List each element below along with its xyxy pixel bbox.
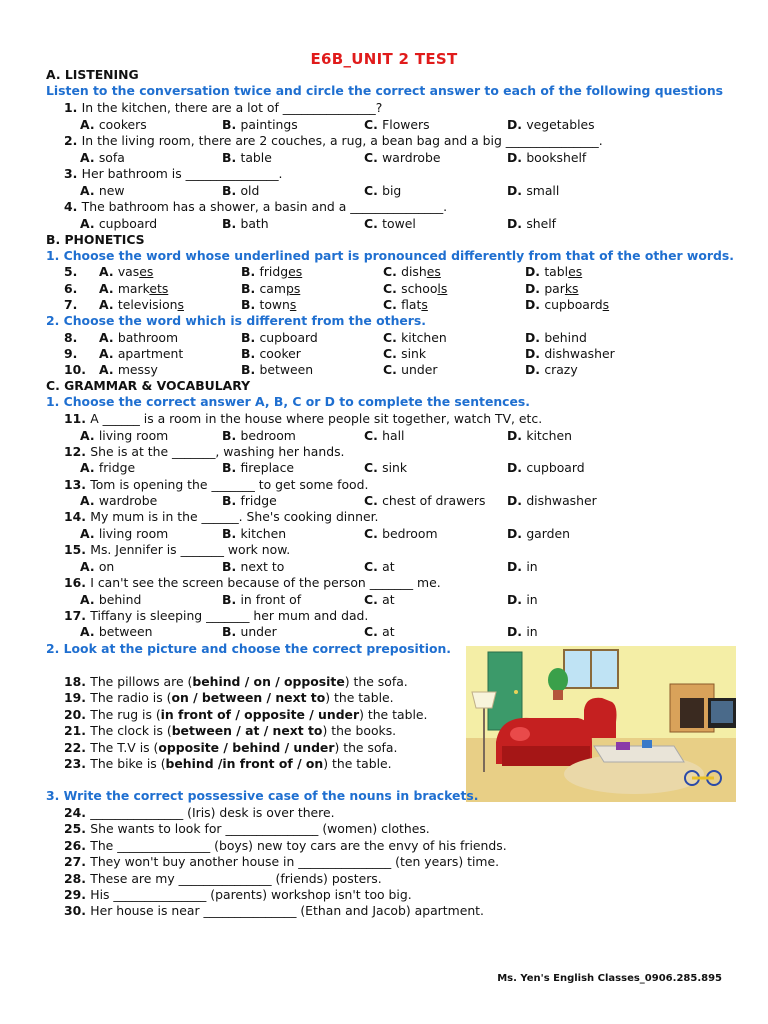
option-letter: B.: [222, 149, 241, 165]
question-number: 10.: [64, 362, 86, 377]
option-letter: D.: [525, 362, 545, 377]
section-heading-phonetics: B. PHONETICS: [46, 232, 145, 247]
grammar-q17-option-1[interactable]: B. under: [222, 624, 277, 640]
phonetics-q8-option-0[interactable]: A. bathroom: [99, 330, 179, 345]
phonetics-q7-option-2[interactable]: C. flats: [383, 297, 428, 312]
option-letter: B.: [222, 116, 241, 132]
question-number: 26.: [64, 837, 91, 853]
phonetics-q6-option-1[interactable]: B. camps: [241, 280, 301, 296]
grammar-q15-option-1[interactable]: B. next to: [222, 558, 285, 574]
option-letter: B.: [222, 215, 241, 231]
phonetics-q10-option-2[interactable]: C. under: [383, 362, 438, 377]
possessive-question-30: 30. Her house is near _______________ (Ethan and Jacob) apartment.: [64, 903, 484, 919]
grammar-instruction-1: 1. Choose the correct answer A, B, C or D to complete the sentences.: [46, 394, 530, 409]
option-letter: C.: [364, 591, 383, 607]
question-number: 3.: [64, 166, 82, 181]
option-letter: C.: [364, 525, 383, 541]
preposition-question-18: 18. The pillows are (behind / on / opposite) the sofa.: [64, 674, 408, 689]
phonetics-q6-option-2[interactable]: C. schools: [383, 280, 448, 296]
listening-q1-option-3[interactable]: D. vegetables: [507, 116, 595, 132]
question-number: 1.: [64, 100, 82, 115]
option-letter: B.: [222, 182, 241, 198]
phonetics-q10-option-0[interactable]: A. messy: [99, 362, 158, 377]
option-letter: A.: [80, 558, 99, 574]
listening-instruction: Listen to the conversation twice and circle the correct answer to each of the following questions: [46, 83, 724, 98]
preposition-choices[interactable]: in front of / opposite / under: [160, 706, 360, 722]
possessive-question-26: 26. The _______________ (boys) new toy cars are the envy of his friends.: [64, 837, 507, 853]
grammar-question-12: 12. She is at the _______, washing her hands.: [64, 443, 345, 459]
preposition-choices[interactable]: between / at / next to: [171, 723, 323, 739]
possessive-question-27: 27. They won't buy another house in _______________ (ten years) time.: [64, 854, 500, 870]
question-number: 6.: [64, 280, 78, 296]
option-letter: A.: [99, 297, 118, 312]
listening-q3-option-3[interactable]: D. small: [507, 182, 560, 198]
option-letter: C.: [364, 460, 383, 476]
underlined-part: s: [289, 297, 297, 312]
listening-q3-option-1[interactable]: B. old: [222, 182, 260, 198]
option-letter: B.: [241, 264, 260, 279]
phonetics-q8-option-1[interactable]: B. cupboard: [241, 330, 318, 345]
listening-question-4: 4. The bathroom has a shower, a basin and a _______________.: [64, 199, 448, 214]
living-room-picture: [466, 646, 736, 802]
grammar-q17-option-2[interactable]: C. at: [364, 624, 395, 640]
option-letter: D.: [507, 116, 527, 132]
option-letter: A.: [99, 330, 118, 345]
phonetics-instruction-1: 1. Choose the word whose underlined part is pronounced differently from that of the other words.: [46, 248, 734, 263]
grammar-question-11: 11. A ______ is a room in the house where people sit together, watch TV, etc.: [64, 411, 543, 426]
page-title: E6B_UNIT 2 TEST: [310, 50, 458, 68]
option-letter: D.: [525, 330, 545, 345]
option-letter: B.: [241, 330, 260, 345]
question-number: 11.: [64, 411, 91, 426]
option-letter: C.: [364, 558, 383, 574]
question-number: 8.: [64, 330, 78, 345]
phonetics-q7-option-3[interactable]: D. cupboards: [525, 297, 610, 312]
option-letter: A.: [99, 346, 118, 361]
listening-q4-option-3[interactable]: D. shelf: [507, 215, 557, 231]
option-letter: B.: [241, 297, 260, 312]
question-number: 27.: [64, 854, 91, 870]
grammar-q11-option-1[interactable]: B. bedroom: [222, 427, 296, 443]
question-number: 29.: [64, 887, 91, 902]
underlined-part: ks: [564, 280, 579, 296]
grammar-q16-option-1[interactable]: B. in front of: [222, 591, 302, 607]
option-letter: D.: [507, 182, 527, 198]
option-letter: B.: [222, 591, 241, 607]
grammar-q17-option-0[interactable]: A. between: [80, 624, 153, 640]
grammar-q13-option-3[interactable]: D. dishwasher: [507, 493, 597, 509]
phonetics-q10-option-1[interactable]: B. between: [241, 362, 314, 377]
question-number: 25.: [64, 821, 91, 837]
grammar-q12-option-0[interactable]: A. fridge: [80, 460, 136, 476]
grammar-question-17: 17. Tiffany is sleeping _______ her mum and dad.: [64, 607, 369, 623]
option-letter: B.: [222, 427, 241, 443]
grammar-q13-option-0[interactable]: A. wardrobe: [80, 493, 158, 509]
option-letter: A.: [80, 427, 99, 443]
footer-credit: Ms. Yen's English Classes_0906.285.895: [497, 973, 722, 984]
underlined-part: ets: [149, 280, 169, 296]
phonetics-q6-option-3[interactable]: D. parks: [525, 280, 579, 296]
phonetics-q7-option-1[interactable]: B. towns: [241, 297, 297, 312]
option-letter: D.: [525, 264, 545, 279]
question-number: 4.: [64, 199, 82, 214]
option-letter: C.: [364, 182, 383, 198]
grammar-q12-option-1[interactable]: B. fireplace: [222, 460, 295, 476]
option-letter: A.: [80, 215, 99, 231]
option-letter: D.: [507, 460, 527, 476]
listening-q4-option-0[interactable]: A. cupboard: [80, 215, 158, 231]
grammar-question-13: 13. Tom is opening the _______ to get some food.: [64, 476, 369, 492]
preposition-choices[interactable]: on / between / next to: [171, 690, 326, 706]
preposition-choices[interactable]: behind / on / opposite: [192, 674, 345, 689]
section-heading-grammar: C. GRAMMAR & VOCABULARY: [46, 378, 251, 393]
phonetics-q9-option-0[interactable]: A. apartment: [99, 346, 184, 361]
option-letter: A.: [99, 362, 118, 377]
option-letter: C.: [364, 493, 383, 509]
option-letter: A.: [80, 525, 99, 541]
grammar-q16-option-3[interactable]: D. in: [507, 591, 538, 607]
question-number: 7.: [64, 297, 78, 312]
phonetics-q8-option-3[interactable]: D. behind: [525, 330, 587, 345]
listening-q3-option-0[interactable]: A. new: [80, 182, 125, 198]
question-number: 13.: [64, 476, 91, 492]
option-letter: D.: [525, 280, 545, 296]
option-letter: D.: [507, 427, 527, 443]
question-number: 20.: [64, 706, 91, 722]
option-letter: A.: [80, 182, 99, 198]
phonetics-q5-option-3[interactable]: D. tables: [525, 264, 583, 279]
underlined-part: es: [288, 264, 303, 279]
option-letter: C.: [383, 330, 402, 345]
phonetics-q9-option-2[interactable]: C. sink: [383, 346, 427, 361]
option-letter: C.: [383, 264, 402, 279]
grammar-q13-option-1[interactable]: B. fridge: [222, 493, 277, 509]
grammar-question-16: 16. I can't see the screen because of the person _______ me.: [64, 575, 441, 590]
grammar-question-14: 14. My mum is in the ______. She's cooking dinner.: [64, 509, 379, 525]
option-letter: C.: [383, 297, 402, 312]
listening-question-2: 2. In the living room, there are 2 couches, a rug, a bean bag and a big _______________.: [64, 133, 603, 148]
grammar-q12-option-2[interactable]: C. sink: [364, 460, 408, 476]
listening-q4-option-2[interactable]: C. towel: [364, 215, 416, 231]
option-letter: A.: [80, 591, 99, 607]
grammar-q15-option-2[interactable]: C. at: [364, 558, 395, 574]
option-letter: A.: [80, 149, 99, 165]
question-number: 9.: [64, 346, 78, 361]
question-number: 24.: [64, 805, 91, 820]
option-letter: C.: [383, 280, 402, 296]
listening-q2-option-2[interactable]: C. wardrobe: [364, 149, 441, 165]
option-letter: C.: [364, 427, 383, 443]
underlined-part: s: [602, 297, 610, 312]
phonetics-q9-option-1[interactable]: B. cooker: [241, 346, 301, 361]
option-letter: D.: [525, 346, 545, 361]
option-letter: A.: [80, 116, 99, 132]
option-letter: D.: [507, 525, 527, 541]
option-letter: A.: [99, 280, 118, 296]
preposition-choices[interactable]: opposite / behind / under: [158, 739, 335, 755]
option-letter: A.: [99, 264, 118, 279]
grammar-q14-option-2[interactable]: C. bedroom: [364, 525, 438, 541]
option-letter: C.: [364, 215, 383, 231]
option-letter: B.: [222, 558, 241, 574]
option-letter: C.: [364, 149, 383, 165]
underlined-part: es: [568, 264, 583, 279]
grammar-q11-option-2[interactable]: C. hall: [364, 427, 405, 443]
question-number: 28.: [64, 870, 91, 886]
option-letter: B.: [241, 346, 260, 361]
option-letter: B.: [222, 525, 241, 541]
phonetics-q7-option-0[interactable]: A. televisions: [99, 297, 184, 312]
phonetics-instruction-2: 2. Choose the word which is different from the others.: [46, 313, 427, 328]
option-letter: A.: [80, 624, 99, 640]
option-letter: B.: [241, 362, 260, 377]
phonetics-q10-option-3[interactable]: D. crazy: [525, 362, 578, 377]
option-letter: C.: [383, 362, 402, 377]
option-letter: D.: [507, 558, 527, 574]
preposition-question-19: 19. The radio is (on / between / next to) the table.: [64, 690, 394, 706]
phonetics-q5-option-1[interactable]: B. fridges: [241, 264, 303, 279]
grammar-q13-option-2[interactable]: C. chest of drawers: [364, 493, 486, 509]
grammar-q11-option-0[interactable]: A. living room: [80, 427, 169, 443]
grammar-q16-option-0[interactable]: A. behind: [80, 591, 142, 607]
option-letter: D.: [525, 297, 545, 312]
option-letter: D.: [507, 624, 527, 640]
phonetics-q8-option-2[interactable]: C. kitchen: [383, 330, 447, 345]
preposition-choices[interactable]: behind /in front of / on: [165, 756, 324, 771]
question-number: 30.: [64, 903, 91, 919]
grammar-q17-option-3[interactable]: D. in: [507, 624, 538, 640]
listening-q2-option-0[interactable]: A. sofa: [80, 149, 125, 165]
grammar-q15-option-0[interactable]: A. on: [80, 558, 115, 574]
option-letter: B.: [222, 624, 241, 640]
underlined-part: ps: [285, 280, 301, 296]
underlined-part: s: [177, 297, 184, 312]
grammar-q16-option-2[interactable]: C. at: [364, 591, 395, 607]
phonetics-q9-option-3[interactable]: D. dishwasher: [525, 346, 615, 361]
listening-q1-option-2[interactable]: C. Flowers: [364, 116, 430, 132]
option-letter: D.: [507, 493, 527, 509]
underlined-part: s: [421, 297, 428, 312]
listening-question-1: 1. In the kitchen, there are a lot of _______________?: [64, 100, 383, 115]
option-letter: A.: [80, 460, 99, 476]
option-letter: D.: [507, 149, 527, 165]
grammar-q14-option-1[interactable]: B. kitchen: [222, 525, 287, 541]
question-number: 16.: [64, 575, 91, 590]
possessive-question-25: 25. She wants to look for _______________ (women) clothes.: [64, 821, 430, 837]
option-letter: C.: [364, 116, 383, 132]
grammar-question-15: 15. Ms. Jennifer is _______ work now.: [64, 542, 291, 558]
grammar-q15-option-3[interactable]: D. in: [507, 558, 538, 574]
underlined-part: ls: [437, 280, 448, 296]
question-number: 14.: [64, 509, 91, 525]
preposition-question-21: 21. The clock is (between / at / next to) the books.: [64, 723, 397, 739]
phonetics-q5-option-2[interactable]: C. dishes: [383, 264, 441, 279]
question-number: 22.: [64, 739, 91, 755]
preposition-question-20: 20. The rug is (in front of / opposite / under) the table.: [64, 706, 428, 722]
grammar-q14-option-3[interactable]: D. garden: [507, 525, 570, 541]
option-letter: B.: [222, 493, 241, 509]
section-heading-listening: A. LISTENING: [46, 67, 139, 82]
listening-q1-option-1[interactable]: B. paintings: [222, 116, 298, 132]
listening-question-3: 3. Her bathroom is _______________.: [64, 166, 283, 181]
possessive-question-29: 29. His _______________ (parents) workshop isn't too big.: [64, 887, 412, 902]
phonetics-q5-option-0[interactable]: A. vases: [99, 264, 154, 279]
grammar-q12-option-3[interactable]: D. cupboard: [507, 460, 585, 476]
question-number: 5.: [64, 264, 78, 279]
option-letter: C.: [364, 624, 383, 640]
underlined-part: es: [426, 264, 441, 279]
question-number: 18.: [64, 674, 91, 689]
option-letter: D.: [507, 215, 527, 231]
option-letter: C.: [383, 346, 402, 361]
listening-q2-option-3[interactable]: D. bookshelf: [507, 149, 587, 165]
question-number: 21.: [64, 723, 91, 739]
grammar-q14-option-0[interactable]: A. living room: [80, 525, 169, 541]
phonetics-q6-option-0[interactable]: A. markets: [99, 280, 169, 296]
question-number: 19.: [64, 690, 91, 706]
question-number: 2.: [64, 133, 82, 148]
underlined-part: es: [139, 264, 154, 279]
question-number: 12.: [64, 443, 91, 459]
question-number: 23.: [64, 756, 91, 771]
listening-q1-option-0[interactable]: A. cookers: [80, 116, 147, 132]
possessive-question-28: 28. These are my _______________ (friends) posters.: [64, 870, 382, 886]
preposition-question-23: 23. The bike is (behind /in front of / on) the table.: [64, 756, 392, 771]
preposition-question-22: 22. The T.V is (opposite / behind / under) the sofa.: [64, 739, 398, 755]
question-number: 17.: [64, 607, 91, 623]
listening-q4-option-1[interactable]: B. bath: [222, 215, 269, 231]
listening-q2-option-1[interactable]: B. table: [222, 149, 272, 165]
option-letter: D.: [507, 591, 527, 607]
option-letter: A.: [80, 493, 99, 509]
grammar-instruction-3: 3. Write the correct possessive case of the nouns in brackets.: [46, 788, 479, 803]
option-letter: B.: [241, 280, 260, 296]
grammar-q11-option-3[interactable]: D. kitchen: [507, 427, 572, 443]
possessive-question-24: 24. _______________ (Iris) desk is over there.: [64, 805, 335, 820]
listening-q3-option-2[interactable]: C. big: [364, 182, 402, 198]
grammar-instruction-2: 2. Look at the picture and choose the correct preposition.: [46, 641, 451, 656]
question-number: 15.: [64, 542, 91, 558]
option-letter: B.: [222, 460, 241, 476]
